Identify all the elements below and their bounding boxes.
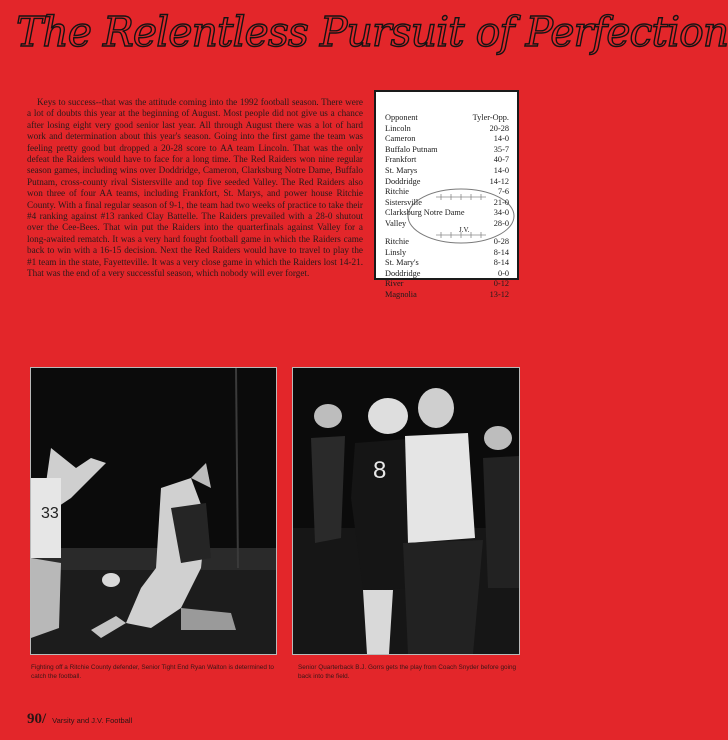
svg-text:33: 33 [41, 505, 59, 522]
catch-scene [31, 368, 276, 654]
schedule-row [385, 124, 509, 135]
schedule-header [385, 113, 509, 124]
game-score: 14-12 [489, 176, 509, 186]
game-score: 8-14 [493, 258, 509, 268]
header-score: Tyler-Opp. [472, 113, 509, 122]
page-number: 90/ [27, 711, 47, 727]
header-opponent: Opponent [385, 113, 418, 122]
jv-label: J.V. [459, 226, 470, 234]
jv-row [385, 237, 509, 248]
game-score: 34-0 [493, 208, 509, 218]
jv-schedule [385, 237, 509, 301]
game-score: 20-28 [489, 123, 509, 133]
opponent-name: Ritchie [385, 187, 409, 197]
game-score: 0-12 [493, 279, 509, 289]
schedule-row [385, 187, 509, 198]
svg-text:8: 8 [373, 457, 387, 484]
section-name: Varsity and J.V. Football [52, 716, 133, 725]
opponent-name: St. Mary's [385, 258, 419, 268]
schedule-row [385, 145, 509, 156]
opponent-name: River [385, 279, 404, 289]
opponent-name: St. Marys [385, 165, 418, 175]
schedule-row [385, 134, 509, 145]
jv-row [385, 269, 509, 280]
jv-row [385, 290, 509, 301]
opponent-name: Cameron [385, 134, 416, 144]
jv-row [385, 279, 509, 290]
game-score: 28-0 [493, 218, 509, 228]
game-score: 0-28 [493, 237, 509, 246]
game-score: 21-0 [493, 197, 509, 207]
opponent-name: Clarksburg Notre Dame [385, 208, 465, 218]
game-score: 7-6 [497, 187, 509, 197]
photo-catch [30, 367, 277, 655]
sideline-scene [293, 368, 519, 654]
opponent-name: Frankfort [385, 155, 417, 165]
opponent-name: Ritchie [385, 237, 409, 246]
page-footer [27, 710, 132, 728]
schedule-box [374, 90, 519, 299]
caption-right: Senior Quarterback B.J. Gorrs gets the play from Coach Snyder before going back into the field. [298, 664, 517, 680]
game-score: 35-7 [493, 144, 509, 154]
opponent-name: Linsly [385, 247, 407, 257]
game-score: 8-14 [493, 247, 509, 257]
schedule-row [385, 177, 509, 188]
page-title: The Relentless Pursuit of Perfection [16, 8, 728, 56]
opponent-name: Buffalo Putnam [385, 144, 438, 154]
photo-sideline [292, 367, 520, 655]
schedule-row [385, 208, 509, 219]
caption-left: Fighting off a Ritchie County defender, Senior Tight End Ryan Walton is determined to catch the football. [31, 664, 274, 680]
opponent-name: Valley [385, 218, 407, 228]
opponent-name: Lincoln [385, 123, 411, 133]
game-score: 14-0 [493, 134, 509, 144]
schedule-row [385, 155, 509, 166]
game-score: 13-12 [489, 289, 509, 299]
varsity-schedule [385, 113, 509, 230]
opponent-name: Magnolia [385, 289, 417, 299]
schedule-row [385, 166, 509, 177]
game-score: 14-0 [493, 165, 509, 175]
jv-row [385, 248, 509, 259]
opponent-name: Sistersville [385, 197, 422, 207]
schedule-row [385, 198, 509, 209]
opponent-name: Doddridge [385, 176, 421, 186]
opponent-name: Doddridge [385, 268, 421, 278]
schedule-row [385, 219, 509, 230]
game-score: 0-0 [497, 268, 509, 278]
jv-row [385, 258, 509, 269]
game-score: 40-7 [493, 155, 509, 165]
story-text: Keys to success--that was the attitude coming into the 1992 football season. There were a lot of doubts this year at the beginning of August. Most people did not give us a chance after losing eight very good senior last year. All through August there was a lot of hard work and determination about this year's season. Going into the first game the team was feeling pretty good but dropped a 20-28 score to AA team Lincoln. That was the only defeat the Raiders would have to face for a long time. The Red Raiders won nine regular season games, including wins over Doddridge, Cameron, Clarksburg Notre Dame, Buffalo Putnam, cross-county rival Sistersville and top five seeded Valley. The Red Raiders also won three of four AA teams, including Frankfort, St. Marys, and power house Ritchie County. With a final regular season of 9-1, the team had two weeks of practice to take their #4 ranking against #13 ranked Clay Battelle. The Raiders prevailed with a 28-0 shutout over the Cee-Bees. That win put the Raiders into the quarterfinals against Valley for a long-awaited rematch. It was a very hard fought football game in which the Raiders came back to win with a 16-15 decision. Next the Red Raiders would have to travel to play the #1 team in the state, Fayetteville. It was a very close game in which the Raiders lost 14-21. That was the end of a very successful season, which nobody will ever forget. [27, 97, 363, 279]
